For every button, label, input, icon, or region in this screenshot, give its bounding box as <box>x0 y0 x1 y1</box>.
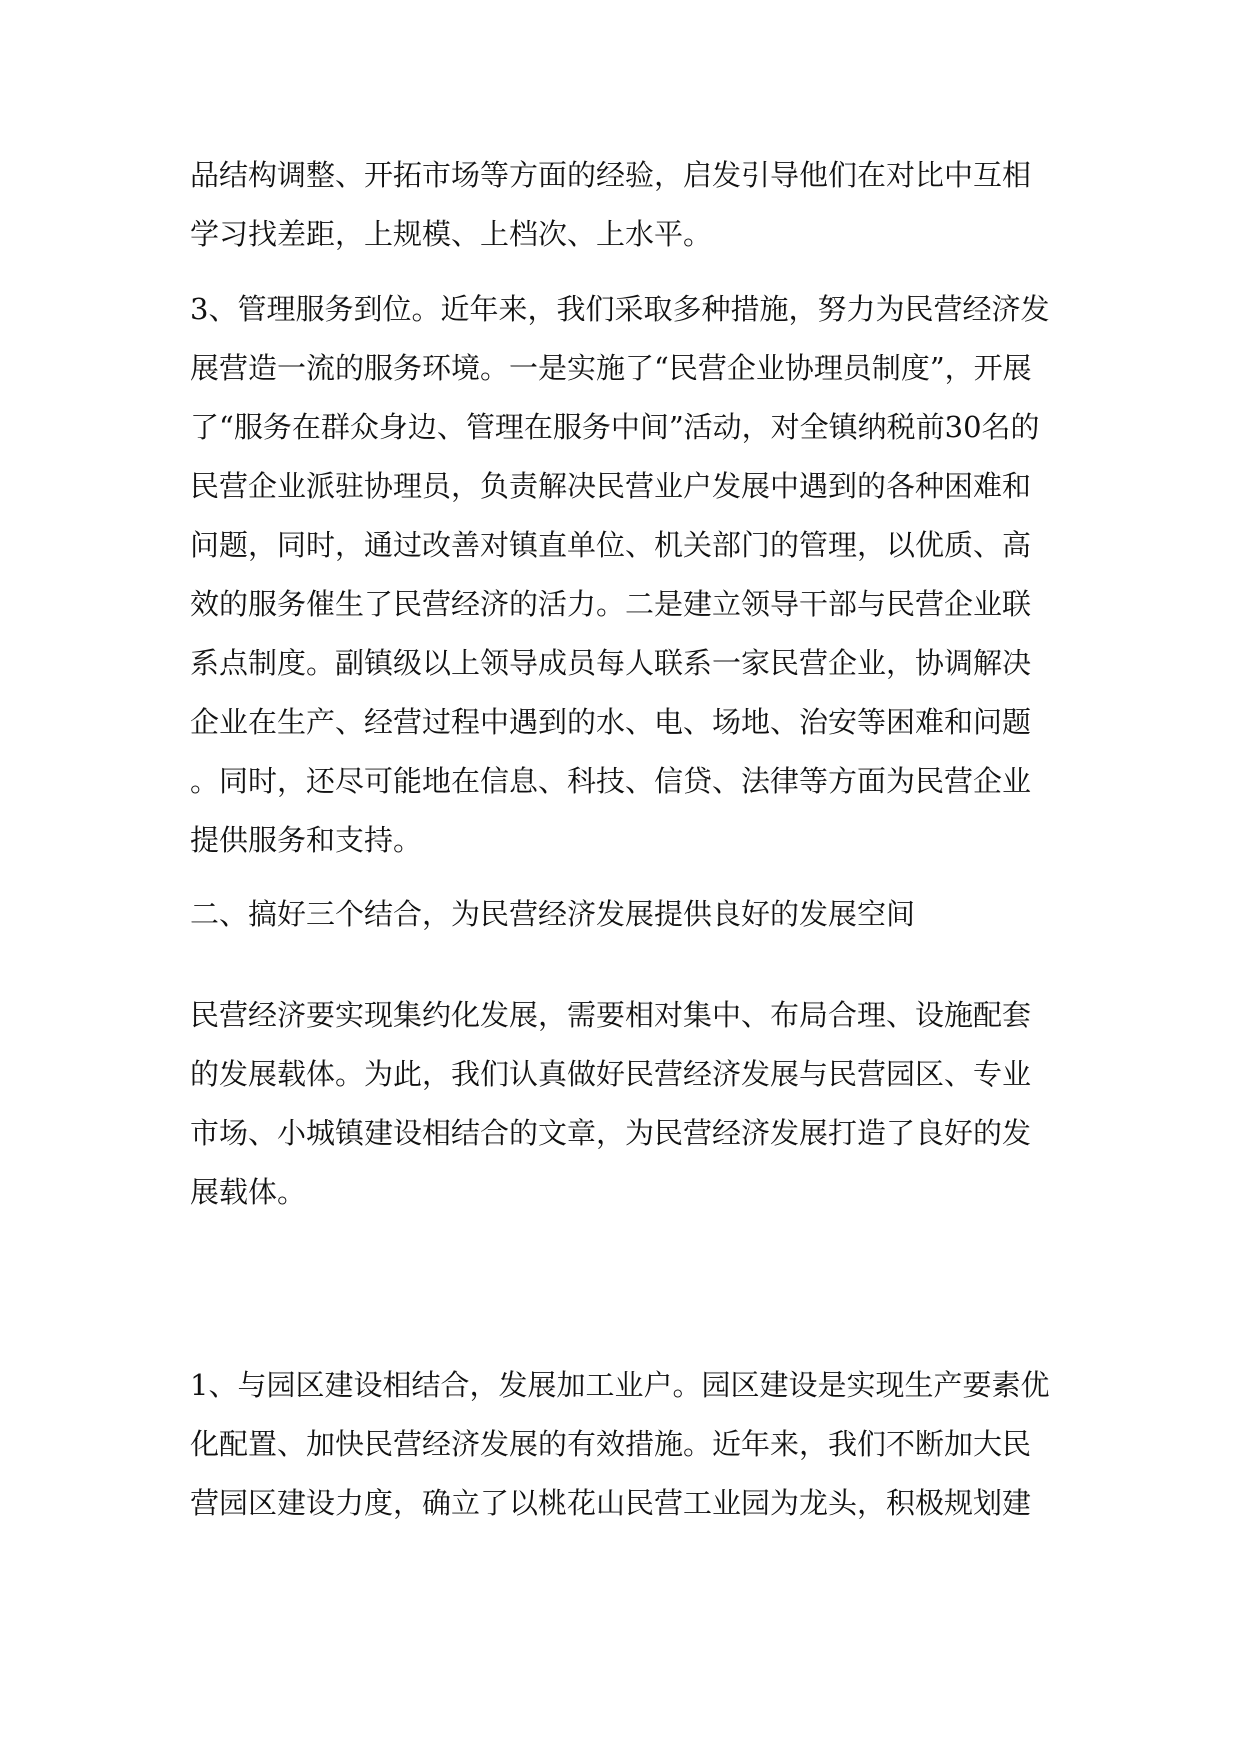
text-line: 民营企业派驻协理员，负责解决民营业户发展中遇到的各种困难和 <box>190 469 1032 503</box>
paragraph-4 <box>190 1356 1050 1533</box>
text-line: 企业在生产、经营过程中遇到的水、电、场地、治安等困难和问题 <box>190 705 1032 739</box>
text-line: 1、与园区建设相结合，发展加工业户。园区建设是实现生产要素优 <box>190 1368 1050 1402</box>
text-line: 。同时，还尽可能地在信息、科技、信贷、法律等方面为民营企业 <box>190 764 1032 798</box>
text-line: 市场、小城镇建设相结合的文章，为民营经济发展打造了良好的发 <box>190 1116 1032 1150</box>
section-heading <box>190 885 1050 944</box>
text-line: 展营造一流的服务环境。一是实施了“民营企业协理员制度”，开展 <box>190 351 1032 385</box>
heading-line: 二、搞好三个结合，为民营经济发展提供良好的发展空间 <box>190 897 916 931</box>
text-line: 的发展载体。为此，我们认真做好民营经济发展与民营园区、专业 <box>190 1057 1032 1091</box>
text-line: 化配置、加快民营经济发展的有效措施。近年来，我们不断加大民 <box>190 1427 1032 1461</box>
paragraph-3 <box>190 986 1050 1222</box>
paragraph-1 <box>190 146 1050 264</box>
text-line: 效的服务催生了民营经济的活力。二是建立领导干部与民营企业联 <box>190 587 1032 621</box>
text-line: 了“服务在群众身边、管理在服务中间”活动，对全镇纳税前30名的 <box>190 410 1040 444</box>
text-line: 营园区建设力度，确立了以桃花山民营工业园为龙头，积极规划建 <box>190 1486 1032 1520</box>
paragraph-2 <box>190 280 1050 870</box>
text-line: 问题，同时，通过改善对镇直单位、机关部门的管理，以优质、高 <box>190 528 1032 562</box>
text-line: 品结构调整、开拓市场等方面的经验，启发引导他们在对比中互相 <box>190 158 1032 192</box>
text-line: 民营经济要实现集约化发展，需要相对集中、布局合理、设施配套 <box>190 998 1032 1032</box>
text-line: 展载体。 <box>190 1175 307 1209</box>
text-line: 系点制度。副镇级以上领导成员每人联系一家民营企业，协调解决 <box>190 646 1032 680</box>
text-line: 3、管理服务到位。近年来，我们采取多种措施，努力为民营经济发 <box>190 292 1050 326</box>
text-line: 提供服务和支持。 <box>190 823 423 857</box>
text-line: 学习找差距，上规模、上档次、上水平。 <box>190 217 713 251</box>
